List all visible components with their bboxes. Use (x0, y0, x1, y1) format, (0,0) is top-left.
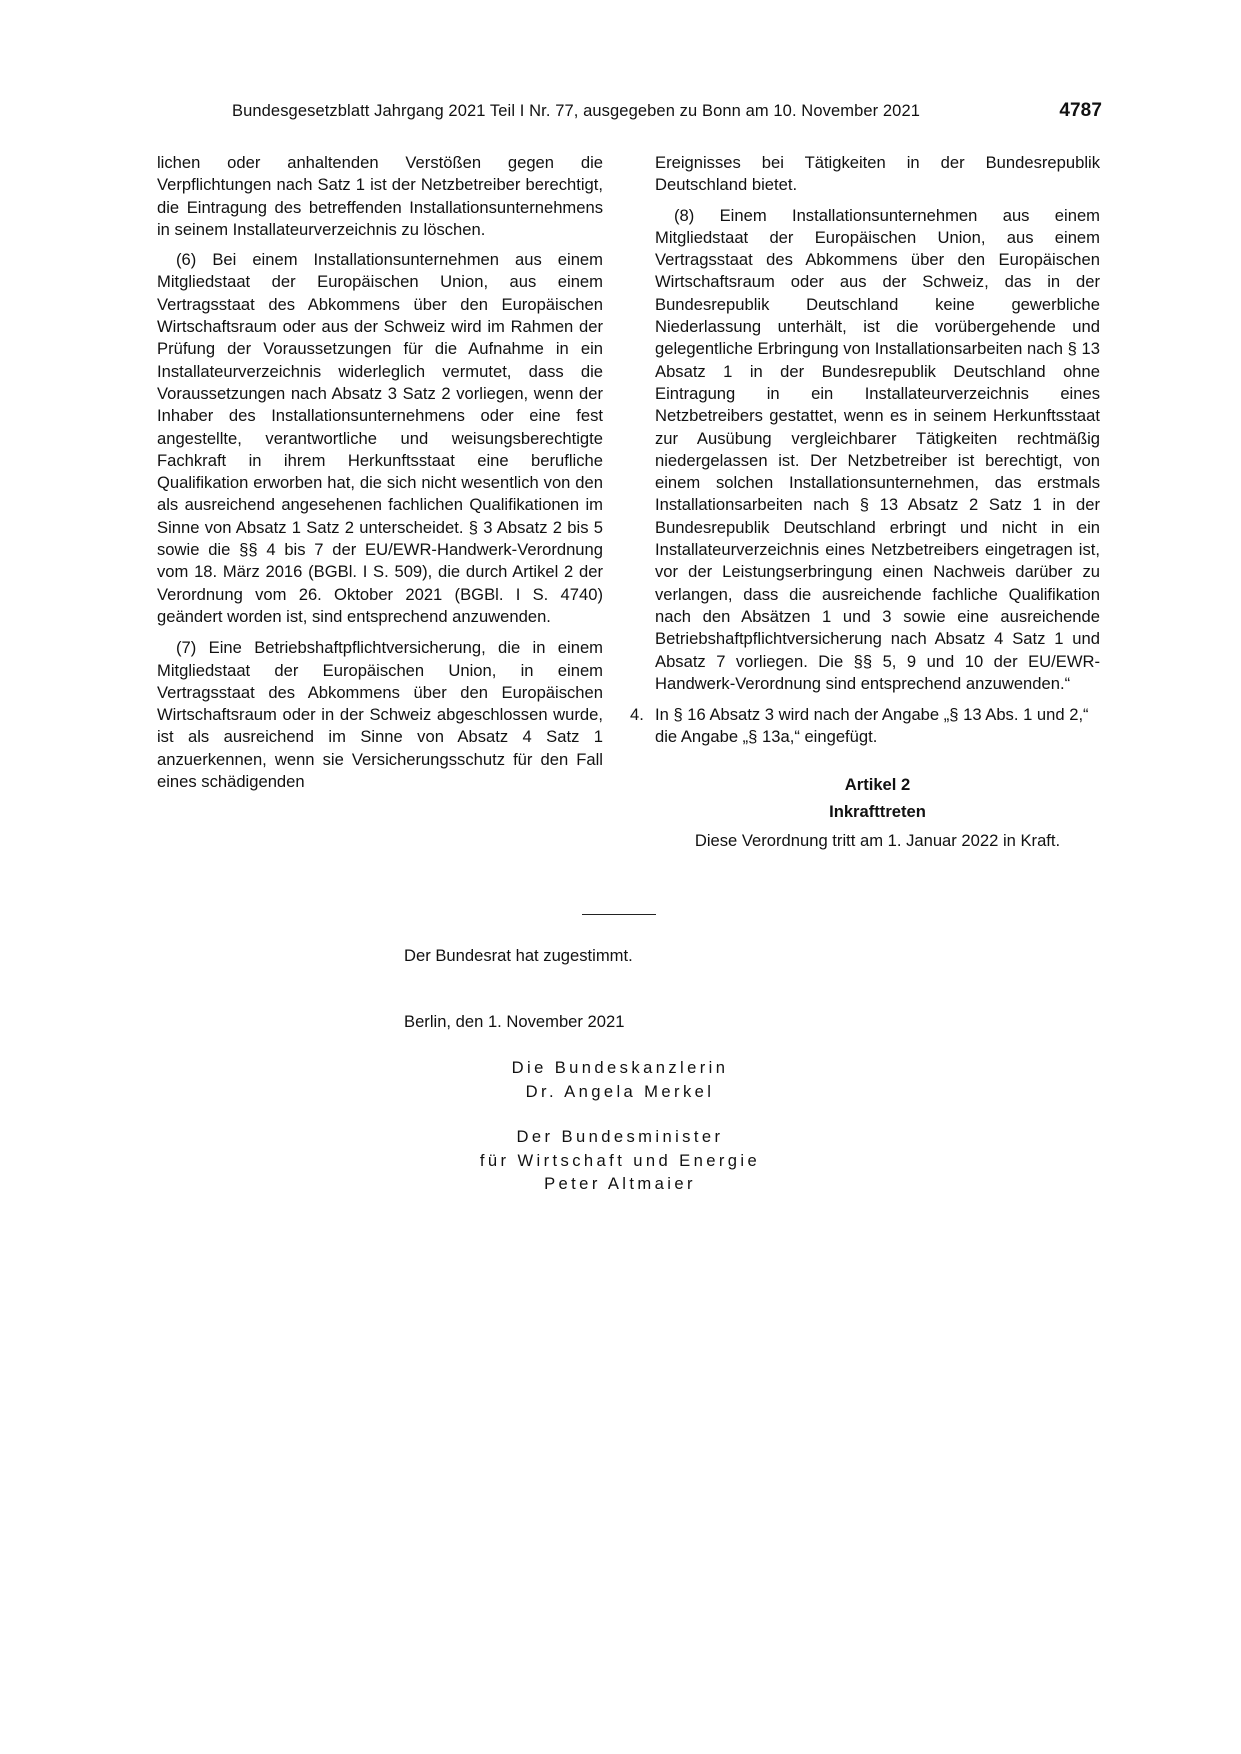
paragraph-continuation: lichen oder anhaltenden Verstößen gegen die Verpflichtungen nach Satz 1 ist der Netzbetreiber berechtigt, die Eintragung des betreffenden Installationsunternehmens in seinem Installateurverzeichnis zu löschen. (157, 153, 603, 239)
signatory-name: Peter Altmaier (544, 1174, 696, 1193)
separator-rule (582, 914, 656, 915)
item-number: 4. (630, 705, 644, 725)
article-label: Artikel 2 (844, 774, 911, 794)
paragraph-7: (7) Eine Betriebshaftpflichtversicherung, die in einem Mitgliedstaat der Europäischen Union, in einem Vertragsstaat des Abkommens über den Europäischen Wirtschaftsraum oder in der Schweiz abgeschlossen wurde, ist als ausreichend im Sinne von Absatz 4 Satz 1 anzuerkennen, wenn sie Versicherungsschutz für den Fall eines schädigenden (157, 638, 603, 792)
place-date: Berlin, den 1. November 2021 (404, 1012, 625, 1031)
signatory-name: Dr. Angela Merkel (525, 1081, 715, 1101)
paragraph-continuation: Ereignisses bei Tätigkeiten in der Bundesrepublik Deutschland bietet. (655, 153, 1100, 195)
article-title: Inkrafttreten (829, 801, 926, 821)
signatory-department: für Wirtschaft und Energie (479, 1150, 761, 1170)
left-column (157, 152, 603, 802)
list-item-4 (630, 704, 1100, 749)
signature-minister (420, 1125, 820, 1196)
article-2 (655, 771, 1100, 854)
article-body: Diese Verordnung tritt am 1. Januar 2022 in Kraft. (694, 830, 1061, 850)
paragraph-6: (6) Bei einem Installationsunternehmen aus einem Mitgliedstaat der Europäischen Union, aus einem Vertragsstaat des Abkommens über den Europäischen Wirtschaftsraum oder aus der Schweiz wird im Rahmen der Prüfung der Voraussetzungen für die Aufnahme in ein Installateurverzeichnis widerleglich vermutet, dass die Voraussetzungen nach Absatz 3 Satz 2 vorliegen, wenn der Inhaber des Installationsunternehmens oder eine fest angestellte, verantwortliche und weisungsberechtigte Fachkraft in ihrem Herkunftsstaat eine berufliche Qualifikation erworben hat, die sich nicht wesentlich von den als ausreichend angesehenen fachlichen Qualifikationen im Sinne von Absatz 1 Satz 2 unterscheidet. § 3 Absatz 2 bis 5 sowie die §§ 4 bis 7 der EU/EWR-Handwerk-Verordnung vom 18. März 2016 (BGBl. I S. 509), die durch Artikel 2 der Verordnung vom 26. Oktober 2021 (BGBl. I S. 4740) geändert worden ist, sind entsprechend anzuwenden. (157, 250, 603, 626)
signature-chancellor (420, 1056, 820, 1103)
signatory-role: Der Bundesminister (516, 1127, 724, 1146)
right-column (630, 152, 1100, 854)
item-text: In § 16 Absatz 3 wird nach der Angabe „§ 13 Abs. 1 und 2,“ die Angabe „§ 13a,“ eingefügt. (655, 705, 1089, 747)
consent-line: Der Bundesrat hat zugestimmt. (404, 946, 633, 965)
page-number: 4787 (1059, 100, 1102, 121)
paragraph-8: (8) Einem Installationsunternehmen aus einem Mitgliedstaat der Europäischen Union, aus einem Vertragsstaat des Abkommens über den Europäischen Wirtschaftsraum oder aus der Schweiz, das in der Bundesrepublik Deutschland keine gewerbliche Niederlassung unterhält, ist die vorübergehende und gelegentliche Erbringung von Installationsarbeiten nach § 13 Absatz 1 in der Bundesrepublik Deutschland ohne Eintragung in ein Installateurverzeichnis eines Netzbetreibers gestattet, wenn es in seinem Herkunftsstaat zur Ausübung vergleichbarer Tätigkeiten rechtmäßig niedergelassen ist. Der Netzbetreiber ist berechtigt, von einem solchen Installationsunternehmen, das erstmals Installationsarbeiten nach § 13 Absatz 2 Satz 1 in der Bundesrepublik Deutschland erbringt und nicht in ein Installateurverzeichnis eines Netzbetreibers eingetragen ist, vor der Leistungserbringung einen Nachweis darüber zu verlangen, dass die ausreichende fachliche Qualifikation nach den Absätzen 1 und 3 sowie eine ausreichende Betriebshaftpflichtversicherung nach Absatz 4 Satz 1 und Absatz 7 vorliegen. Die §§ 5, 9 und 10 der EU/EWR-Handwerk-Verordnung sind entsprechend anzuwenden.“ (655, 205, 1100, 693)
running-title: Bundesgesetzblatt Jahrgang 2021 Teil I Nr. 77, ausgegeben zu Bonn am 10. November 2021 (232, 102, 921, 120)
signatory-role: Die Bundeskanzlerin (511, 1058, 729, 1077)
